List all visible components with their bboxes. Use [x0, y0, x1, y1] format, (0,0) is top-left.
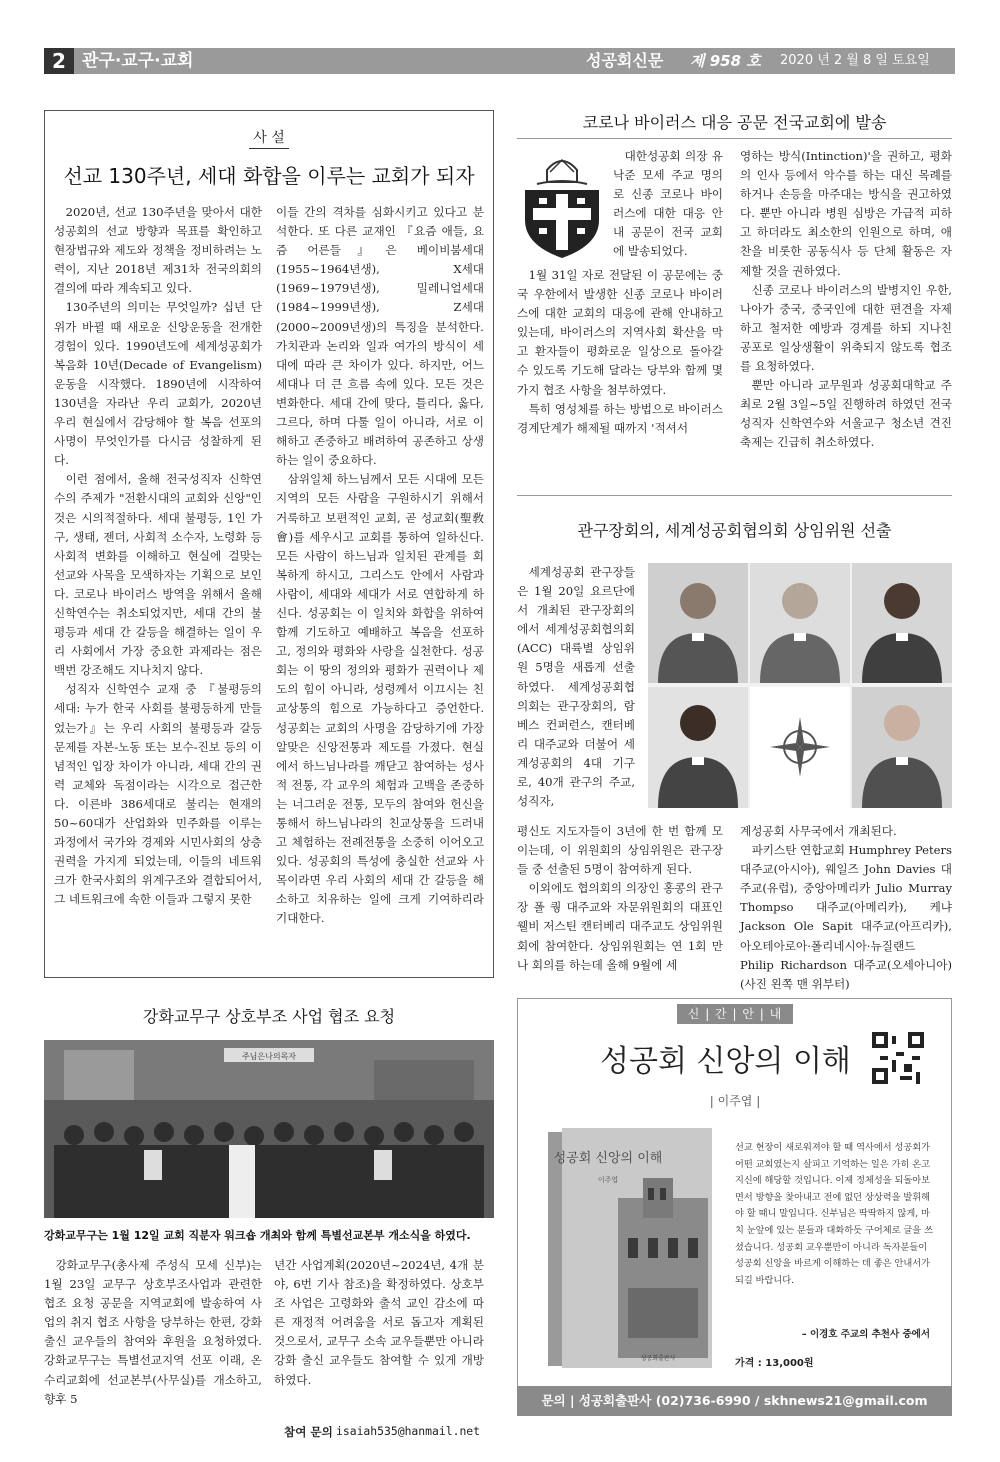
ganghwa-column-2 [274, 1256, 484, 1418]
portrait-photo [852, 563, 952, 683]
qr-code-icon[interactable] [872, 1032, 924, 1084]
paragraph: 뿐만 아니라 교무원과 성공회대학교 주최로 2월 3일~5일 진행하려 하였던 전국 성직자 신학연수와 서울교구 청소년 견진축제는 긴급히 취소하였다. [740, 378, 952, 450]
acc-column-3 [740, 822, 952, 991]
book-author: | 이주엽 | [709, 1094, 761, 1108]
photo-sign-text: 주님은나의목자 [241, 1052, 297, 1061]
section-title: 관구·교구·교회 [82, 51, 194, 71]
compass-rose-icon [750, 687, 850, 808]
paragraph: 삼위일체 하느님께서 모든 시대에 모든 지역의 모든 사람을 구원하시기 위해서 거룩하고 보편적인 교회, 곧 성교회(聖敎會)를 세우시고 교회를 통하여 일하신다. 모든 사람이 하느님과 일치된 관계를 회복하게 하시고, 그리스도 안에서 사람과 사람이, 세대와 세대가 서로 연합하게 하신다. 성공회는 이 일치와 화합을 위하여 함께 기도하고 예배하고 복음을 선포하고, 정의와 평화와 사랑을 실천한다. 성공회는 이 땅의 정의와 평화가 권력이나 제도의 힘이 아니라, 성령께서 이끄시는 친교상통의 힘으로 가능하다고 증언한다. 성공회는 교회의 사명을 감당하기에 가장 알맞은 신앙전통과 제도를 가졌다. 현실에서 하느님나라를 깨닫고 참여하는 성사적 전통, 각 교우의 체험과 고백을 존중하는 너그러운 전통, 모두의 참여와 헌신을 통해서 하느님나라의 친교상통을 드러내고 체험하는 전례전통을 소중히 이어오고 있다. 성공회의 특성에 충실한 선교와 사목이라면 우리 사회의 세대 간 갈등을 해소하고 치유하는 일에 크게 기여하리라 기대한다. [276, 472, 484, 926]
book-price: 가격 : 13,000원 [735, 1358, 814, 1369]
editorial-label: 사 설 [253, 130, 285, 146]
paragraph: 강화교무구(총사제 주성식 모세 신부)는 1월 23일 교무구 상호부조사업과 관련한 협조 요청 공문을 지역교회에 발송하여 사업의 취지 협조 사항을 당부하는 한편, 강화 출신 교우들의 참여와 후원을 요청하였다. 강화교무구는 특별선교지역 선포 이래, 온수리교회에 선교본부(사무실)를 개소하고, 향후 5 [44, 1258, 262, 1406]
book-title: 성공회 신앙의 이해 [600, 1044, 851, 1079]
portrait-photo [648, 687, 748, 808]
editorial-label-underline [249, 148, 289, 149]
paragraph: 1월 31일 자로 전달된 이 공문에는 중국 우한에서 발생한 신종 코로나 바이러스에 대한 교회의 대응에 관해 안내하고 있는데, 바이러스의 지역사회 확산을 막고 환자들이 평화로운 일상으로 돌아갈 수 있도록 기도해 달라는 당부와 함께 몇 가지 협조 사항을 첨부하였다. [517, 268, 723, 397]
paragraph: 이런 점에서, 올해 전국성직자 신학연수의 주제가 "전환시대의 교회와 신앙"인 것은 시의적절하다. 세대 불평등, 1인 가구, 생태, 젠더, 사회적 소수자, 노령화 등 사회적 변화를 이해하고 현실에 걸맞는 선교와 사목을 모색하자는 기획으로 보인다. 코로나 바이러스 방역을 위해서 올해 신학연수는 취소되었지만, 세대 간의 불평등과 세대 간 갈등을 해결하는 일이 우리 사회에서 가장 중요한 과제라는 점은 백번 강조해도 지나치지 않다. [54, 472, 262, 678]
editorial-title: 선교 130주년, 세대 화합을 이루는 교회가 되자 [63, 164, 475, 188]
paragraph: 신종 코로나 바이러스의 발병지인 우한, 나아가 중국, 중국인에 대한 편견을 자제하고 철저한 예방과 경계를 하되 지나친 공포로 일상생활이 위축되지 않도록 협조를 요청하였다. [740, 282, 952, 374]
paragraph: 영하는 방식(Intinction)'을 권하고, 평화의 인사 등에서 악수를 하는 대신 목례를 하거나 손등을 마주대는 방식을 권고하였다. 뿐만 아니라 병원 심방은 가급적 피하고 하더라도 최소한의 인원으로 하며, 애찬을 비롯한 공동식사 등 단체 활동은 자제할 것을 권하였다. [740, 149, 952, 278]
paragraph: 130주년의 의미는 무엇일까? 십년 단위가 바뀔 때 새로운 신앙운동을 전개한 경험이 있다. 1990년도에 세계성공회가 복음화 10년(Decade of Evangelism) 운동을 시작했다. 1890년에 시작하여 130년을 자라난 우리 교회가, 2020년 우리 현실에서 감당해야 할 복음 선포의 사명이 무엇인가를 다시금 성찰하게 된다. [54, 300, 262, 468]
portrait-photo [750, 563, 850, 683]
anglican-crest-icon [517, 150, 607, 260]
new-book-tab: 신 | 간 | 안 | 내 [677, 1004, 793, 1024]
divider [517, 495, 952, 496]
paragraph: 성직자 신학연수 교재 중 『불평등의 세대: 누가 한국 사회를 불평등하게 만들었는가』는 우리 사회의 불평등과 갈등 문제를 자본-노동 또는 보수-진보 등의 이념적인 입장 차이가 아니라, 세대 간의 권력 교체와 독점이라는 시각으로 접근한다. 이른바 386세대로 불리는 현재의 50~60대가 산업화와 민주화를 이루는 과정에서 국가와 경제와 시민사회의 상층권력을 가지게 되었는데, 이들의 네트워크가 한국사회의 위계구조와 결합되어서, 그 네트워크에 속한 이들과 그렇지 못한 [54, 682, 262, 907]
contact-bar[interactable]: 문의 | 성공회출판사 (02)736-6990 / skhnews21@gmail.com [517, 1386, 952, 1416]
paper-name: 성공회신문 [586, 51, 664, 70]
photo-caption: 강화교무구는 1월 12일 교회 직분자 워크숍 개최와 함께 특별선교본부 개소식을 하였다. [44, 1229, 471, 1242]
portrait-photo [648, 563, 748, 683]
issue-number: 제 958 호 [690, 52, 761, 70]
issue-date: 2020 년 2 월 8 일 토요일 [780, 53, 930, 68]
paragraph: 계성공회 사무국에서 개최된다. [740, 824, 897, 838]
cover-author-text: 이주엽 [597, 1176, 619, 1184]
paragraph: 파키스탄 연합교회 Humphrey Peters 대주교(아시아), 웨일즈 John Davies 대주교(유럽), 중앙아메리카 Julio Murray Thompso 대주교(아메리카), 케냐 Jackson Ole Sapit 대주교(아프리카), 아오테아로아·폴리네시아·뉴질랜드 Philip Richardson 대주교(오세아니아)(사진 왼쪽 맨 위부터) [740, 843, 952, 991]
ganghwa-title: 강화교무구 상호부조 사업 협조 요청 [142, 1007, 396, 1026]
paragraph: 세계성공회 관구장들은 1월 20일 요르단에서 개최된 관구장회의에서 세계성공회협의회(ACC) 대륙별 상임위원 5명을 새롭게 선출하였다. 세계성공회협의회는 관구장회의, 람베스 컨퍼런스, 캔터베리 대주교와 더불어 세계성공회의 4대 기구로, 40개 관구의 주교, 성직자, [517, 565, 635, 809]
paragraph: 대한성공회 의장 유낙준 모세 주교 명의로 신종 코로나 바이러스에 대한 대응 안내 공문이 전국 교회에 발송되었다. [613, 149, 723, 259]
acc-title: 관구장회의, 세계성공회협의회 상임위원 선출 [577, 521, 892, 540]
editorial-column-2 [276, 203, 484, 973]
corona-column-2 [740, 147, 952, 463]
group-photo [44, 1040, 494, 1218]
divider [517, 138, 952, 139]
corona-title: 코로나 바이러스 대응 공문 전국교회에 발송 [582, 113, 887, 132]
cover-title-text: 성공회 신앙의 이해 [553, 1151, 663, 1166]
ganghwa-column-1 [44, 1256, 262, 1436]
contact-label: 참여 문의 [284, 1425, 333, 1439]
quote-source: – 이경호 주교의 추천사 중에서 [801, 1329, 930, 1340]
portrait-grid [648, 563, 952, 808]
paragraph: 2020년, 선교 130주년을 맞아서 대한성공회의 선교 방향과 목표를 확인하고 현장법규와 제도와 정책을 정비하려는 노력이, 지난 2018년 제31차 전국의회의 결의에 따라 계속되고 있다. [54, 205, 262, 296]
paragraph: 이들 간의 격차를 심화시키고 있다고 분석한다. 또 다른 교재인 『요즘 애들, 요즘 어른들』은 베이비붐세대(1955~1964년생), X세대(1969~1979년생), 밀레니얼세대(1984~1999년생), Z세대(2000~2009년생)의 특징을 분석한다. 가치관과 논리와 일과 여가의 방식이 세대에 따라 큰 차이가 있다. 하지만, 어느 세대나 더 큰 흐름 속에 있다. 모든 것은 변화한다. 세대 간에 맞다, 틀리다, 옳다, 그르다, 하며 다툴 일이 아니라, 서로 이해하고 존중하고 배려하여 공존하고 상생하는 일이 중요하다. [276, 205, 484, 468]
acc-column-2 [517, 822, 723, 977]
book-cover-image [548, 1128, 718, 1368]
paragraph: 특히 영성체를 하는 방법으로 바이러스 경계단계가 해제될 때까지 '적셔서 [517, 401, 723, 435]
portrait-photo [852, 687, 952, 808]
acc-column-1 [517, 563, 635, 821]
contact-email[interactable]: isaiah535@hanmail.net [336, 1424, 481, 1438]
paragraph: 이외에도 협의회의 의장인 홍콩의 관구장 폴 퀑 대주교와 자문위원회의 대표인 웰비 저스틴 캔터베리 대주교도 상임위원회에 참여한다. 상임위원회는 연 1회 만나 회의를 하는데 올해 9월에 세 [517, 881, 723, 972]
book-blurb: 선교 현장이 새로워져야 할 때 역사에서 성공회가 어떤 교회였는지 살피고 기억하는 일은 가히 온고지신에 해당할 것입니다. 이제 정체성을 되돌아보면서 방향을 찾아내고 전에 없던 상상력을 발휘해야 할 때니 말입니다. 신부님은 딱딱하지 않게, 마치 눈앞에 있는 분들과 대화하듯 구어체로 글을 쓰셨습니다. 성공회 교우뿐만이 아니라 독자분들이 성공회 신앙을 바르게 이해하는 데 좋은 안내서가 되길 바랍니다. [735, 1142, 933, 1286]
editorial-column-1 [54, 203, 262, 973]
corona-column-1b [517, 266, 723, 466]
cover-publisher-text: 성공회출판사 [640, 1355, 676, 1362]
paragraph: 년간 사업계획(2020년~2024년, 4개 분야, 6번 기사 참조)을 확정하였다. 상호부조 사업은 고령화와 출석 교인 감소에 따른 재정적 어려움을 서로 돕고자 계획된 것으로서, 교무구 소속 교우들뿐만 아니라 강화 출신 교우들도 참여할 수 있게 개방하였다. [274, 1258, 484, 1387]
page-number: 2 [44, 48, 74, 74]
paragraph: 평신도 지도자들이 3년에 한 번 함께 모이는데, 이 위원회의 상임위원은 관구장들 중 선출된 5명이 참여하게 된다. [517, 824, 723, 877]
